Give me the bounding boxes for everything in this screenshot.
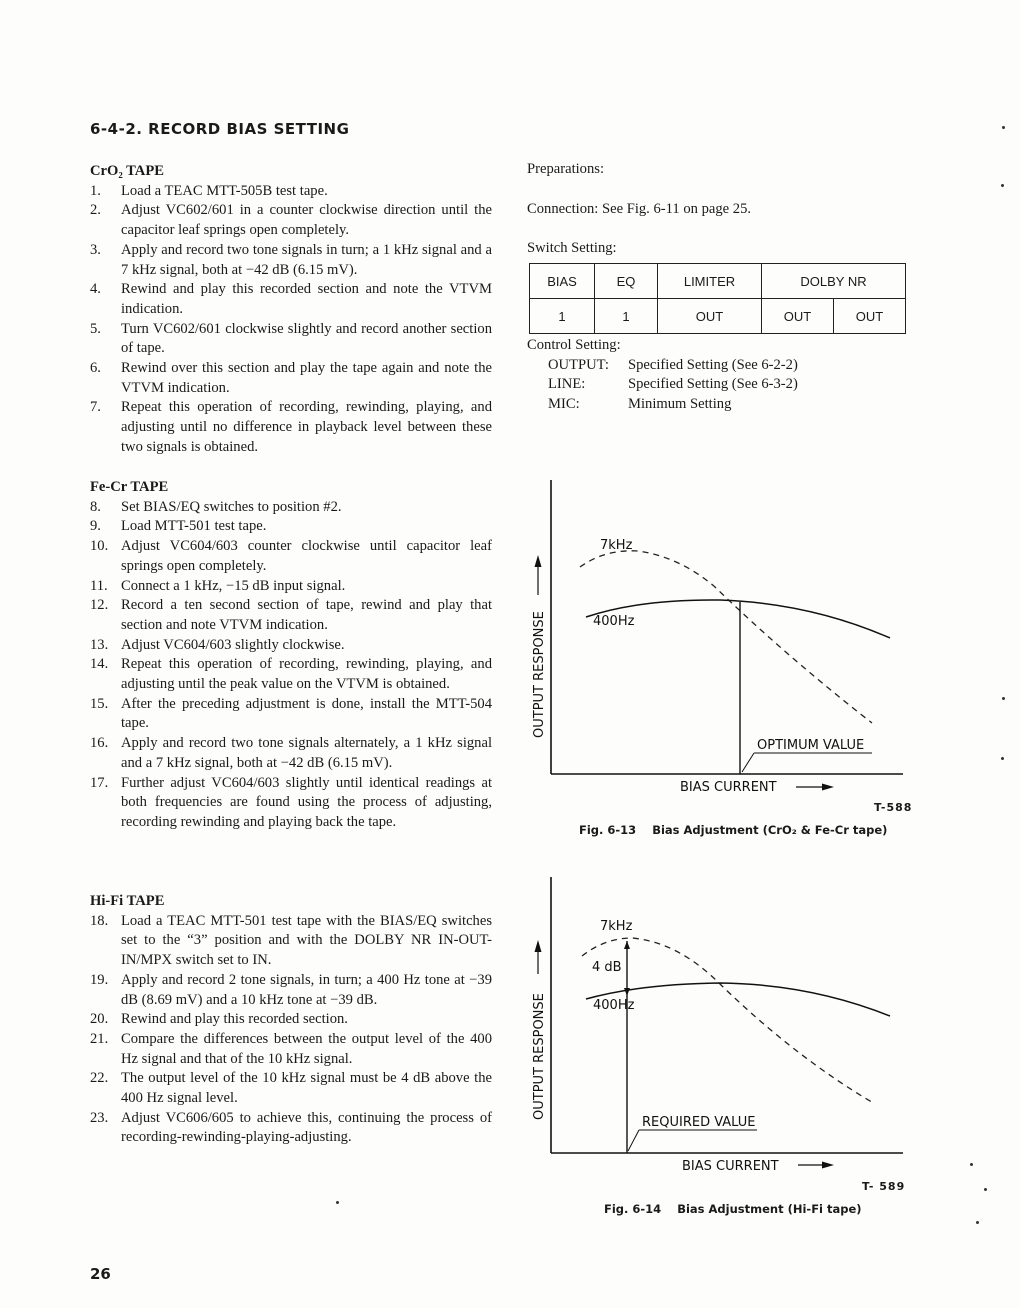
table-cell-eq: 1 [595, 299, 658, 334]
label-400hz: 400Hz [593, 998, 635, 1013]
step-text: After the preceding adjustment is done, install the MTT-504 tape. [121, 695, 492, 732]
step-text: Connect a 1 kHz, −15 dB input signal. [121, 577, 346, 594]
table-cell-bias: 1 [530, 299, 595, 334]
step-text: Adjust VC604/603 counter clockwise until capacitor leaf springs open completely. [121, 538, 492, 574]
step-item [90, 398, 492, 457]
control-value: Specified Setting (See 6-2-2) [628, 356, 798, 373]
annotation-leader [628, 1130, 639, 1151]
step-item [90, 320, 492, 359]
step-number: 19. [90, 971, 109, 988]
step-number: 18. [90, 912, 109, 929]
step-item [90, 596, 492, 635]
step-number: 17. [90, 774, 109, 791]
x-arrow-head [822, 784, 834, 791]
connection-text: Connection: See Fig. 6-11 on page 25. [527, 201, 752, 217]
step-text: Apply and record two tone signals alternately, a 1 kHz signal and a 7 kHz signal, both at −42 dB (6.15 mV). [121, 735, 492, 771]
x-arrow-head [822, 1162, 834, 1169]
step-item [90, 182, 492, 202]
table-header-limiter: LIMITER [658, 264, 762, 299]
table-header-bias: BIAS [530, 264, 595, 299]
annotation-required: REQUIRED VALUE [642, 1115, 756, 1130]
step-item [90, 774, 492, 833]
step-item [90, 1109, 492, 1148]
label-4db: 4 dB [592, 960, 622, 975]
scan-speck [1002, 126, 1005, 129]
figure-6-14-caption [604, 1202, 862, 1216]
step-text: Set BIAS/EQ switches to position #2. [121, 498, 342, 515]
cro2-section [90, 162, 492, 458]
step-number: 23. [90, 1109, 109, 1126]
step-item [90, 498, 492, 518]
step-text: Rewind and play this recorded section and note the VTVM indication. [121, 281, 492, 317]
step-text: Turn VC602/601 clockwise slightly and record another section of tape. [121, 320, 492, 357]
step-text: Repeat this operation of recording, rewinding, playing, and adjusting until no difference in playback level between these two signals is obtained. [121, 399, 492, 455]
tref-588: T-588 [874, 801, 913, 814]
cro2-heading: CrO₂ TAPE [90, 163, 164, 179]
caption-number: Fig. 6-14 [604, 1202, 662, 1216]
control-value: Minimum Setting [628, 396, 732, 413]
step-text: Repeat this operation of recording, rewinding, playing, and adjusting until the peak value on the VTVM is obtained. [121, 656, 492, 693]
figure-6-14 [520, 872, 920, 1172]
caption-number: Fig. 6-13 [579, 823, 637, 837]
y-axis-label: OUTPUT RESPONSE [532, 611, 547, 738]
step-number: 21. [90, 1030, 109, 1047]
fecr-heading: Fe-Cr TAPE [90, 479, 169, 495]
control-setting [527, 336, 917, 415]
x-axis-label: BIAS CURRENT [680, 780, 777, 795]
step-text: Load a TEAC MTT-505B test tape. [121, 182, 328, 199]
caption-text: Bias Adjustment (CrO₂ & Fe-Cr tape) [652, 823, 888, 837]
scan-speck [1002, 697, 1005, 700]
step-number: 12. [90, 597, 109, 614]
step-item [90, 655, 492, 694]
step-number: 7. [90, 399, 101, 416]
step-number: 8. [90, 498, 101, 515]
step-number: 10. [90, 538, 109, 555]
annotation-optimum: OPTIMUM VALUE [757, 738, 865, 753]
step-item [90, 636, 492, 656]
4db-arrow-down [624, 988, 630, 996]
switch-setting-label: Switch Setting: [527, 240, 617, 256]
y-arrow-head [535, 555, 542, 567]
section-title: 6-4-2. RECORD BIAS SETTING [90, 120, 350, 138]
step-item [90, 201, 492, 240]
table-cell-limiter: OUT [658, 299, 762, 334]
caption-text: Bias Adjustment (Hi-Fi tape) [677, 1202, 862, 1216]
hifi-section [90, 892, 492, 1148]
step-text: Record a ten second section of tape, rewind and play that section and note VTVM indication. [121, 597, 492, 633]
step-item [90, 971, 492, 1010]
curve-7khz [580, 551, 872, 723]
control-row [548, 356, 917, 376]
step-text: Adjust VC602/601 in a counter clockwise direction until the capacitor leaf springs open completely. [121, 202, 492, 239]
tref-589: T- 589 [862, 1180, 906, 1193]
figure-6-13 [520, 475, 920, 795]
label-7khz: 7kHz [600, 919, 633, 934]
control-row [548, 395, 917, 415]
control-row [548, 375, 917, 395]
step-number: 11. [90, 577, 108, 594]
control-value: Specified Setting (See 6-3-2) [628, 376, 798, 393]
hifi-heading: Hi-Fi TAPE [90, 893, 165, 909]
page-number: 26 [90, 1265, 111, 1283]
control-setting-label: Control Setting: [527, 337, 621, 353]
curve-7khz [582, 938, 875, 1104]
step-text: Rewind over this section and play the tape again and note the VTVM indication. [121, 360, 492, 396]
figure-6-13-caption [579, 823, 887, 837]
step-number: 2. [90, 202, 101, 219]
step-number: 14. [90, 656, 109, 673]
step-item [90, 280, 492, 319]
step-text: The output level of the 10 kHz signal must be 4 dB above the 400 Hz signal level. [121, 1070, 492, 1107]
label-7khz: 7kHz [600, 538, 633, 553]
step-number: 5. [90, 320, 101, 337]
step-item [90, 577, 492, 597]
step-item [90, 537, 492, 576]
step-item [90, 517, 492, 537]
scan-speck [336, 1201, 339, 1204]
step-text: Apply and record two tone signals in turn; a 1 kHz signal and a 7 kHz signal, both at −42 dB (6.15 mV). [121, 241, 492, 278]
step-number: 3. [90, 241, 101, 258]
control-key: OUTPUT: [548, 356, 609, 373]
preparations-heading: Preparations: [527, 161, 605, 177]
table-cell-dolby-a: OUT [762, 299, 834, 334]
fecr-steps [90, 498, 492, 833]
scan-speck [1001, 757, 1004, 760]
table-header-dolby-nr: DOLBY NR [762, 264, 906, 299]
cro2-steps [90, 182, 492, 458]
x-axis-label: BIAS CURRENT [682, 1159, 779, 1172]
step-text: Compare the differences between the output level of the 400 Hz signal and that of the 10 kHz signal. [121, 1030, 492, 1067]
step-text: Adjust VC604/603 slightly clockwise. [121, 636, 345, 653]
switch-setting-table [529, 263, 906, 334]
step-text: Load MTT-501 test tape. [121, 518, 267, 535]
step-item [90, 1030, 492, 1069]
step-number: 22. [90, 1070, 109, 1087]
table-header-eq: EQ [595, 264, 658, 299]
step-number: 13. [90, 636, 109, 653]
y-axis-label: OUTPUT RESPONSE [532, 993, 547, 1120]
step-number: 4. [90, 281, 101, 298]
step-number: 6. [90, 360, 101, 377]
table-cell-dolby-b: OUT [833, 299, 905, 334]
step-item [90, 734, 492, 773]
step-text: Apply and record 2 tone signals, in turn; a 400 Hz tone at −39 dB (8.69 mV) and a 10 kHz tone at −39 dB. [121, 971, 492, 1008]
scan-speck [984, 1188, 987, 1191]
step-item [90, 1010, 492, 1030]
control-key: LINE: [548, 376, 586, 393]
step-item [90, 359, 492, 398]
hifi-steps [90, 912, 492, 1148]
step-number: 9. [90, 518, 101, 535]
fecr-section [90, 478, 492, 833]
scan-speck [970, 1163, 973, 1166]
4db-arrow-up [624, 941, 630, 949]
y-arrow-head [535, 940, 542, 952]
scan-speck [1001, 184, 1004, 187]
step-text: Adjust VC606/605 to achieve this, continuing the process of recording-rewinding-playing-adjusting. [121, 1109, 492, 1146]
step-text: Rewind and play this recorded section. [121, 1011, 348, 1028]
label-400hz: 400Hz [593, 614, 635, 629]
step-text: Further adjust VC604/603 slightly until identical readings at both frequencies are found using the process of adjusting, recording rewinding and playing back the tape. [121, 774, 492, 830]
step-item [90, 241, 492, 280]
step-number: 15. [90, 695, 109, 712]
scan-speck [976, 1221, 979, 1224]
annotation-leader [742, 753, 754, 772]
step-number: 16. [90, 735, 109, 752]
step-item [90, 1069, 492, 1108]
step-number: 1. [90, 182, 101, 199]
control-key: MIC: [548, 396, 580, 413]
step-text: Load a TEAC MTT-501 test tape with the BIAS/EQ switches set to the “3” position and with the DOLBY NR IN-OUT-IN/MPX switch set to IN. [121, 912, 492, 969]
step-item [90, 695, 492, 734]
step-number: 20. [90, 1011, 109, 1028]
step-item [90, 912, 492, 971]
